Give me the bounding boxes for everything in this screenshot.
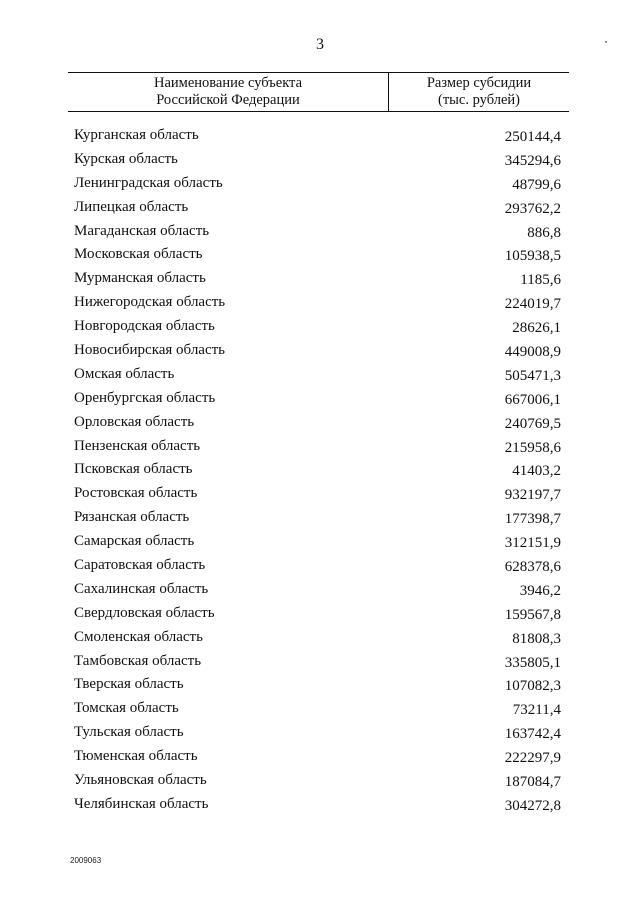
subsidy-amount: 886,8 bbox=[527, 224, 561, 241]
subsidy-amount: 105938,5 bbox=[504, 248, 561, 265]
region-name: Орловская область bbox=[74, 413, 195, 430]
table-row bbox=[0, 482, 640, 506]
document-code: 2009063 bbox=[70, 856, 102, 865]
region-name: Тульская область bbox=[74, 724, 184, 741]
header-name-column bbox=[68, 75, 388, 109]
subsidy-amount: 1185,6 bbox=[520, 272, 561, 289]
region-name: Смоленская область bbox=[74, 628, 203, 645]
table-row bbox=[0, 506, 640, 530]
subsidy-amount: 250144,4 bbox=[504, 129, 561, 145]
subsidy-amount: 667006,1 bbox=[504, 391, 561, 408]
region-name: Самарская область bbox=[74, 533, 195, 550]
region-name: Тюменская область bbox=[74, 748, 198, 765]
region-name: Магаданская область bbox=[74, 222, 210, 239]
table-row bbox=[0, 291, 640, 315]
region-name: Липецкая область bbox=[74, 198, 189, 215]
scan-dot bbox=[605, 41, 607, 43]
table-row bbox=[0, 697, 640, 721]
subsidy-amount: 177398,7 bbox=[504, 511, 561, 528]
region-name: Тверская область bbox=[74, 676, 184, 693]
table-row bbox=[0, 458, 640, 482]
region-name: Курская область bbox=[74, 150, 178, 167]
region-name: Новгородская область bbox=[74, 318, 215, 335]
subsidy-amount: 932197,7 bbox=[504, 487, 561, 504]
table-row bbox=[0, 530, 640, 554]
subsidy-amount: 628378,6 bbox=[504, 559, 561, 576]
region-name: Рязанская область bbox=[74, 509, 190, 526]
table-row bbox=[0, 172, 640, 196]
table-row bbox=[0, 745, 640, 769]
subsidy-amount: 163742,4 bbox=[504, 726, 561, 743]
table-row bbox=[0, 793, 640, 817]
table-row bbox=[0, 363, 640, 387]
page-number: 3 bbox=[316, 36, 324, 53]
subsidy-amount: 293762,2 bbox=[504, 200, 561, 217]
header-name-line-1: Наименование субъекта bbox=[153, 75, 303, 91]
table-row bbox=[0, 243, 640, 267]
table-row bbox=[0, 602, 640, 626]
header-value-column bbox=[389, 75, 569, 109]
region-name: Псковская область bbox=[74, 461, 193, 478]
table-row bbox=[0, 554, 640, 578]
subsidy-amount: 107082,3 bbox=[504, 678, 561, 695]
region-name: Челябинская область bbox=[74, 795, 209, 812]
table-row bbox=[0, 673, 640, 697]
region-name: Московская область bbox=[74, 246, 203, 263]
subsidy-amount: 304272,8 bbox=[504, 797, 561, 814]
table-row bbox=[0, 124, 640, 148]
table-row bbox=[0, 578, 640, 602]
region-name: Томская область bbox=[74, 700, 179, 717]
region-name: Оренбургская область bbox=[74, 389, 216, 406]
region-name: Мурманская область bbox=[74, 270, 206, 287]
subsidy-amount: 187084,7 bbox=[504, 774, 561, 791]
table-row bbox=[0, 387, 640, 411]
header-value-line-2: (тыс. рублей) bbox=[438, 92, 520, 108]
subsidy-amount: 48799,6 bbox=[512, 176, 561, 193]
table-row bbox=[0, 769, 640, 793]
table-row bbox=[0, 339, 640, 363]
region-name: Нижегородская область bbox=[74, 294, 226, 311]
subsidy-amount: 335805,1 bbox=[504, 654, 561, 671]
subsidy-amount: 505471,3 bbox=[504, 367, 561, 384]
subsidy-amount: 81808,3 bbox=[512, 630, 561, 647]
region-name: Ульяновская область bbox=[74, 772, 207, 789]
table-row bbox=[0, 650, 640, 674]
header-value-line-1: Размер субсидии bbox=[426, 75, 532, 91]
region-name: Тамбовская область bbox=[74, 652, 202, 669]
region-name: Ростовская область bbox=[74, 485, 198, 502]
region-name: Омская область bbox=[74, 365, 175, 382]
subsidy-amount: 215958,6 bbox=[504, 439, 561, 456]
table-header bbox=[68, 72, 569, 112]
region-name: Сахалинская область bbox=[74, 580, 209, 597]
subsidy-amount: 28626,1 bbox=[512, 320, 561, 337]
table-row bbox=[0, 148, 640, 172]
subsidy-amount: 240769,5 bbox=[504, 415, 561, 432]
subsidy-amount: 345294,6 bbox=[504, 152, 561, 169]
header-name-line-2: Российской Федерации bbox=[156, 92, 300, 108]
subsidy-amount: 224019,7 bbox=[504, 296, 561, 313]
subsidy-amount: 312151,9 bbox=[504, 535, 561, 552]
subsidy-amount: 222297,9 bbox=[504, 750, 561, 767]
subsidy-amount: 73211,4 bbox=[512, 702, 561, 719]
subsidy-amount: 159567,8 bbox=[504, 606, 561, 623]
table-row bbox=[0, 435, 640, 459]
region-name: Новосибирская область bbox=[74, 342, 226, 359]
table-row bbox=[0, 196, 640, 220]
table-body bbox=[0, 124, 640, 817]
region-name: Курганская область bbox=[74, 127, 199, 143]
table-row bbox=[0, 315, 640, 339]
table-row bbox=[0, 267, 640, 291]
table-row bbox=[0, 220, 640, 244]
subsidy-amount: 41403,2 bbox=[512, 463, 561, 480]
region-name: Саратовская область bbox=[74, 557, 206, 574]
table-row bbox=[0, 721, 640, 745]
table-row bbox=[0, 626, 640, 650]
region-name: Ленинградская область bbox=[74, 174, 223, 191]
subsidy-amount: 449008,9 bbox=[504, 344, 561, 361]
region-name: Пензенская область bbox=[74, 437, 201, 454]
region-name: Свердловская область bbox=[74, 604, 215, 621]
table-row bbox=[0, 411, 640, 435]
subsidy-amount: 3946,2 bbox=[519, 582, 561, 599]
